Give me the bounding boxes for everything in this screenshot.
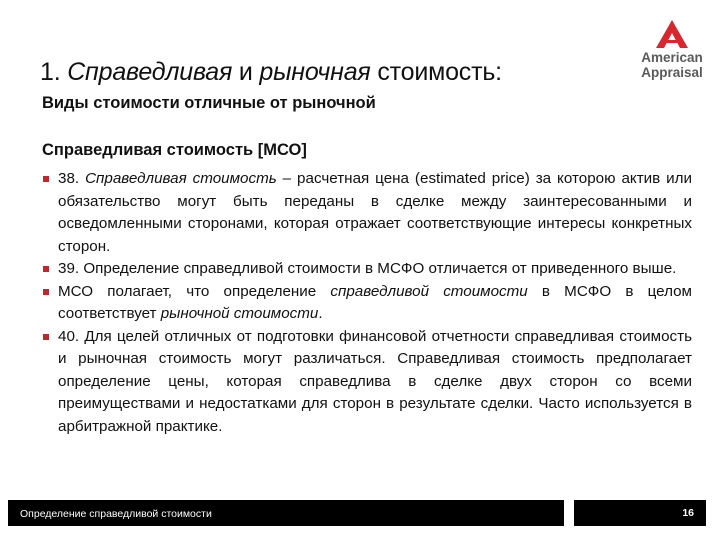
section-heading: Справедливая стоимость [МСО] [42,141,307,159]
logo-wordmark [630,50,714,80]
list-item: 39. Определение справедливой стоимости в МСФО отличается от приведенного выше. [42,258,692,281]
logo-line-2: Appraisal [641,65,703,80]
title-prefix: 1. [40,58,68,86]
logo-line-1: American [641,50,703,65]
bullet-list [42,168,692,438]
list-item: 38. Справедливая стоимость – расчетная цена (estimated price) за которою актив или обязательство могут быть переданы в сделке между заинтересованными и осведомленными сторонами, которая отражает соответствующие интересы конкретных сторон. [42,168,692,258]
bullet-square-icon [43,266,49,272]
list-item: 40. Для целей отличных от подготовки финансовой отчетности справедливая стоимость и рыночная стоимость могут различаться. Справедливая стоимость предполагает определение цены, которая справедлива в сделке двух сторон со всеми преимуществами и недостатками для сторон в результате сделки. Часто используется в арбитражной практике. [42,326,692,439]
triangle-a-logo-icon [630,18,714,50]
page-number: 16 [682,507,694,519]
title-suffix: стоимость: [370,58,502,86]
title-italic-market: рыночная [259,58,371,86]
title-middle: и [232,58,260,86]
list-item: МСО полагает, что определение справедливой стоимости в МСФО в целом соответствует рыночной стоимости. [42,281,692,326]
slide-subtitle: Виды стоимости отличные от рыночной [42,94,376,112]
footer-bar [8,500,564,526]
bullet-square-icon [43,334,49,340]
page-number-box [574,500,706,526]
slide-title [40,58,502,87]
american-appraisal-logo [630,18,714,90]
footer-title: Определение справедливой стоимости [20,508,212,520]
title-italic-fair: Справедливая [67,58,233,86]
bullet-square-icon [43,176,49,182]
bullet-square-icon [43,289,49,295]
